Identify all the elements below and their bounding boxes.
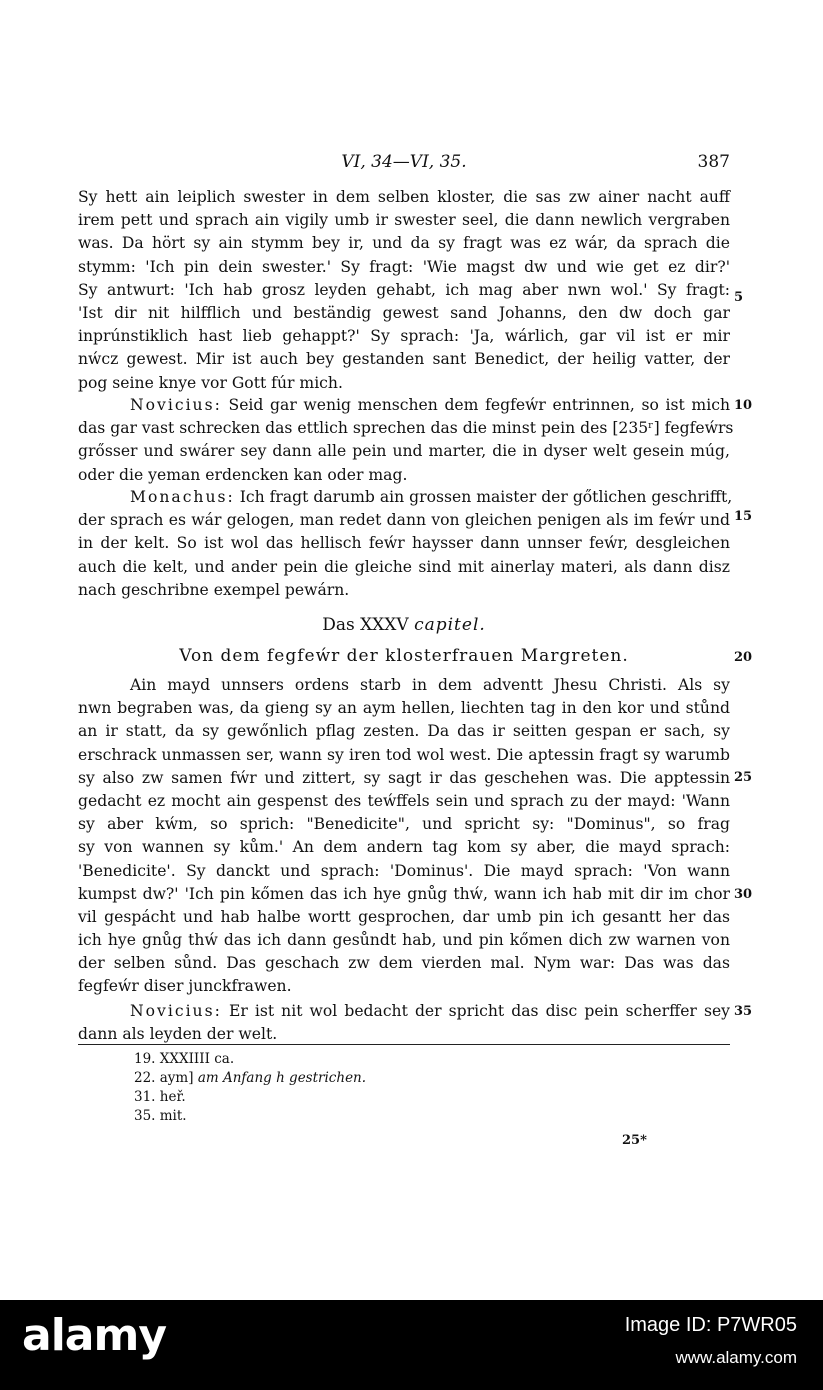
- paragraph-2: [78, 394, 734, 487]
- text-line: sy aber kẃm, so sprich: "Benedicite", und spricht sy: "Dominus", so frag: [78, 815, 730, 834]
- text-line: 'Benedicite'. Sy danckt und sprach: 'Dominus'. Die mayd sprach: 'Von wann: [78, 861, 730, 880]
- footnote: [134, 1088, 366, 1107]
- text-line: fegfeẃr diser junckfrawen.: [78, 977, 292, 996]
- text-line: irem pett und sprach ain vigily umb ir swester seel, die dann newlich vergraben: [78, 211, 730, 230]
- speaker-label: Monachus:: [130, 488, 235, 506]
- margin-line-number: 30: [734, 887, 753, 902]
- margin-line-number: 20: [734, 650, 753, 665]
- paragraph-5: [78, 1000, 730, 1046]
- footnote: [134, 1050, 366, 1069]
- stock-url: www.alamy.com: [675, 1348, 797, 1367]
- text-line: pog seine knye vor Gott fúr mich.: [78, 373, 343, 392]
- text-line: sy also zw samen fẃr und zittert, sy sagt ir das geschehen was. Die apptessin: [78, 768, 730, 787]
- chapter-title: Von dem fegfeẃr der klosterfrauen Margreten.: [179, 646, 629, 666]
- text-line: auch die kelt, und ander pein die gleiche sind mit ainerlay materi, als dann disz: [78, 557, 730, 576]
- chapter-number: Das XXXV: [322, 615, 409, 635]
- margin-line-number: 5: [734, 290, 744, 305]
- text-line: [78, 1000, 730, 1023]
- stock-watermark-bar: [0, 1300, 823, 1390]
- margin-line-number: 10: [734, 398, 753, 413]
- text-line: grősser und swárer sey dann alle pein und marter, die in dyser welt gesein múg,: [78, 442, 730, 461]
- text-line: das gar vast schrecken das ettlich sprechen das die minst pein des [235ʳ] fegfeẃrs: [78, 419, 734, 438]
- text-span: Seid gar wenig menschen dem fegfeẃr entrinnen, so ist mich: [228, 396, 730, 414]
- text-line: [78, 486, 733, 509]
- text-line: nach geschribne exempel pewárn.: [78, 580, 350, 599]
- margin-line-number: 15: [734, 509, 753, 524]
- text-line: inprúnstiklich hast lieb gehappt?' Sy sprach: 'Ja, wárlich, gar vil ist er mir: [78, 327, 730, 346]
- paragraph-1: [78, 186, 730, 395]
- signature-mark: 25*: [622, 1133, 647, 1148]
- image-id: Image ID: P7WR05: [624, 1314, 797, 1336]
- footnote-note: am Anfang h gestrichen.: [197, 1070, 367, 1086]
- chapter-heading: [78, 615, 730, 635]
- paragraph-3: [78, 486, 733, 602]
- text-span: Er ist nit wol bedacht der spricht das disc pein scherffer sey: [228, 1002, 730, 1020]
- footnote: [134, 1107, 366, 1126]
- paragraph-4: [78, 674, 730, 999]
- footnote-text: 31. heř.: [134, 1089, 186, 1105]
- footnote-rule: [78, 1044, 730, 1045]
- page-number: 387: [697, 152, 730, 172]
- text-line: Ain mayd unnsers ordens starb in dem adventt Jhesu Christi. Als sy: [130, 676, 730, 694]
- speaker-label: Novicius:: [130, 396, 222, 414]
- margin-line-number: 35: [734, 1004, 753, 1019]
- margin-line-number: 25: [734, 770, 753, 785]
- footnote-text: 19. XXXIIII ca.: [134, 1051, 235, 1067]
- text-line: in der kelt. So ist wol das hellisch feẃr haysser dann unnser feẃr, desgleichen: [78, 534, 730, 553]
- page-header: [78, 152, 730, 178]
- text-line: der selben sůnd. Das geschach zw dem vierden mal. Nym war: Das was das: [78, 954, 730, 973]
- running-head: VI, 34—VI, 35.: [341, 152, 467, 172]
- text-line: an ir statt, da sy gewőnlich pflag zesten. Da das ir seitten gespan er sach, sy: [78, 722, 730, 741]
- text-line: ich hye gnůg thẃ das ich dann gesůndt hab, und pin kőmen dich zw warnen von: [78, 931, 730, 950]
- text-line: Sy antwurt: 'Ich hab grosz leyden gehabt, ich mag aber nwn wol.' Sy fragt:: [78, 280, 730, 299]
- text-line: 'Ist dir nit hilfflich und beständig gewest sand Johanns, den dw doch gar: [78, 303, 730, 322]
- text-line: vil gespácht und hab halbe wortt gesprochen, dar umb pin ich gesantt her das: [78, 907, 730, 926]
- text-line: gedacht ez mocht ain gespenst des teẃffels sein und sprach zu der mayd: 'Wann: [78, 791, 730, 810]
- text-line: nwn begraben was, da gieng sy an aym hellen, liechten tag in den kor und stůnd: [78, 699, 730, 718]
- footnotes: [134, 1050, 366, 1126]
- text-line: kumpst dw?' 'Ich pin kőmen das ich hye gnůg thẃ, wann ich hab mit dir im chor: [78, 884, 730, 903]
- footnote-text: 35. mit.: [134, 1108, 187, 1124]
- text-line: der sprach es wár gelogen, man redet dann von gleichen penigen als im feẃr und: [78, 511, 730, 530]
- text-line: dann als leyden der welt.: [78, 1025, 278, 1044]
- text-line: stymm: 'Ich pin dein swester.' Sy fragt: 'Wie magst dw und wie get ez dir?': [78, 257, 730, 276]
- text-line: oder die yeman erdencken kan oder mag.: [78, 465, 408, 484]
- speaker-label: Novicius:: [130, 1002, 222, 1020]
- text-line: nẃcz gewest. Mir ist auch bey gestanden sant Benedict, der heilig vatter, der: [78, 350, 730, 369]
- text-line: sy von wannen sy kům.' An dem andern tag kom sy aber, die mayd sprach:: [78, 838, 730, 857]
- footnote-text: 22. aym]: [134, 1070, 194, 1086]
- footnote: [134, 1069, 366, 1088]
- text-line: erschrack unmassen ser, wann sy iren tod wol west. Die aptessin fragt sy warumb: [78, 745, 730, 764]
- text-span: Ich fragt darumb ain grossen maister der gőtlichen geschrifft,: [239, 488, 733, 506]
- chapter-word: capitel.: [414, 615, 486, 635]
- text-line: [78, 394, 730, 417]
- alamy-logo: alamy: [22, 1310, 166, 1361]
- text-line: was. Da hört sy ain stymm bey ir, und da sy fragt was ez wár, da sprach die: [78, 234, 730, 253]
- text-line: Sy hett ain leiplich swester in dem selben kloster, die sas zw ainer nacht auff: [78, 188, 730, 206]
